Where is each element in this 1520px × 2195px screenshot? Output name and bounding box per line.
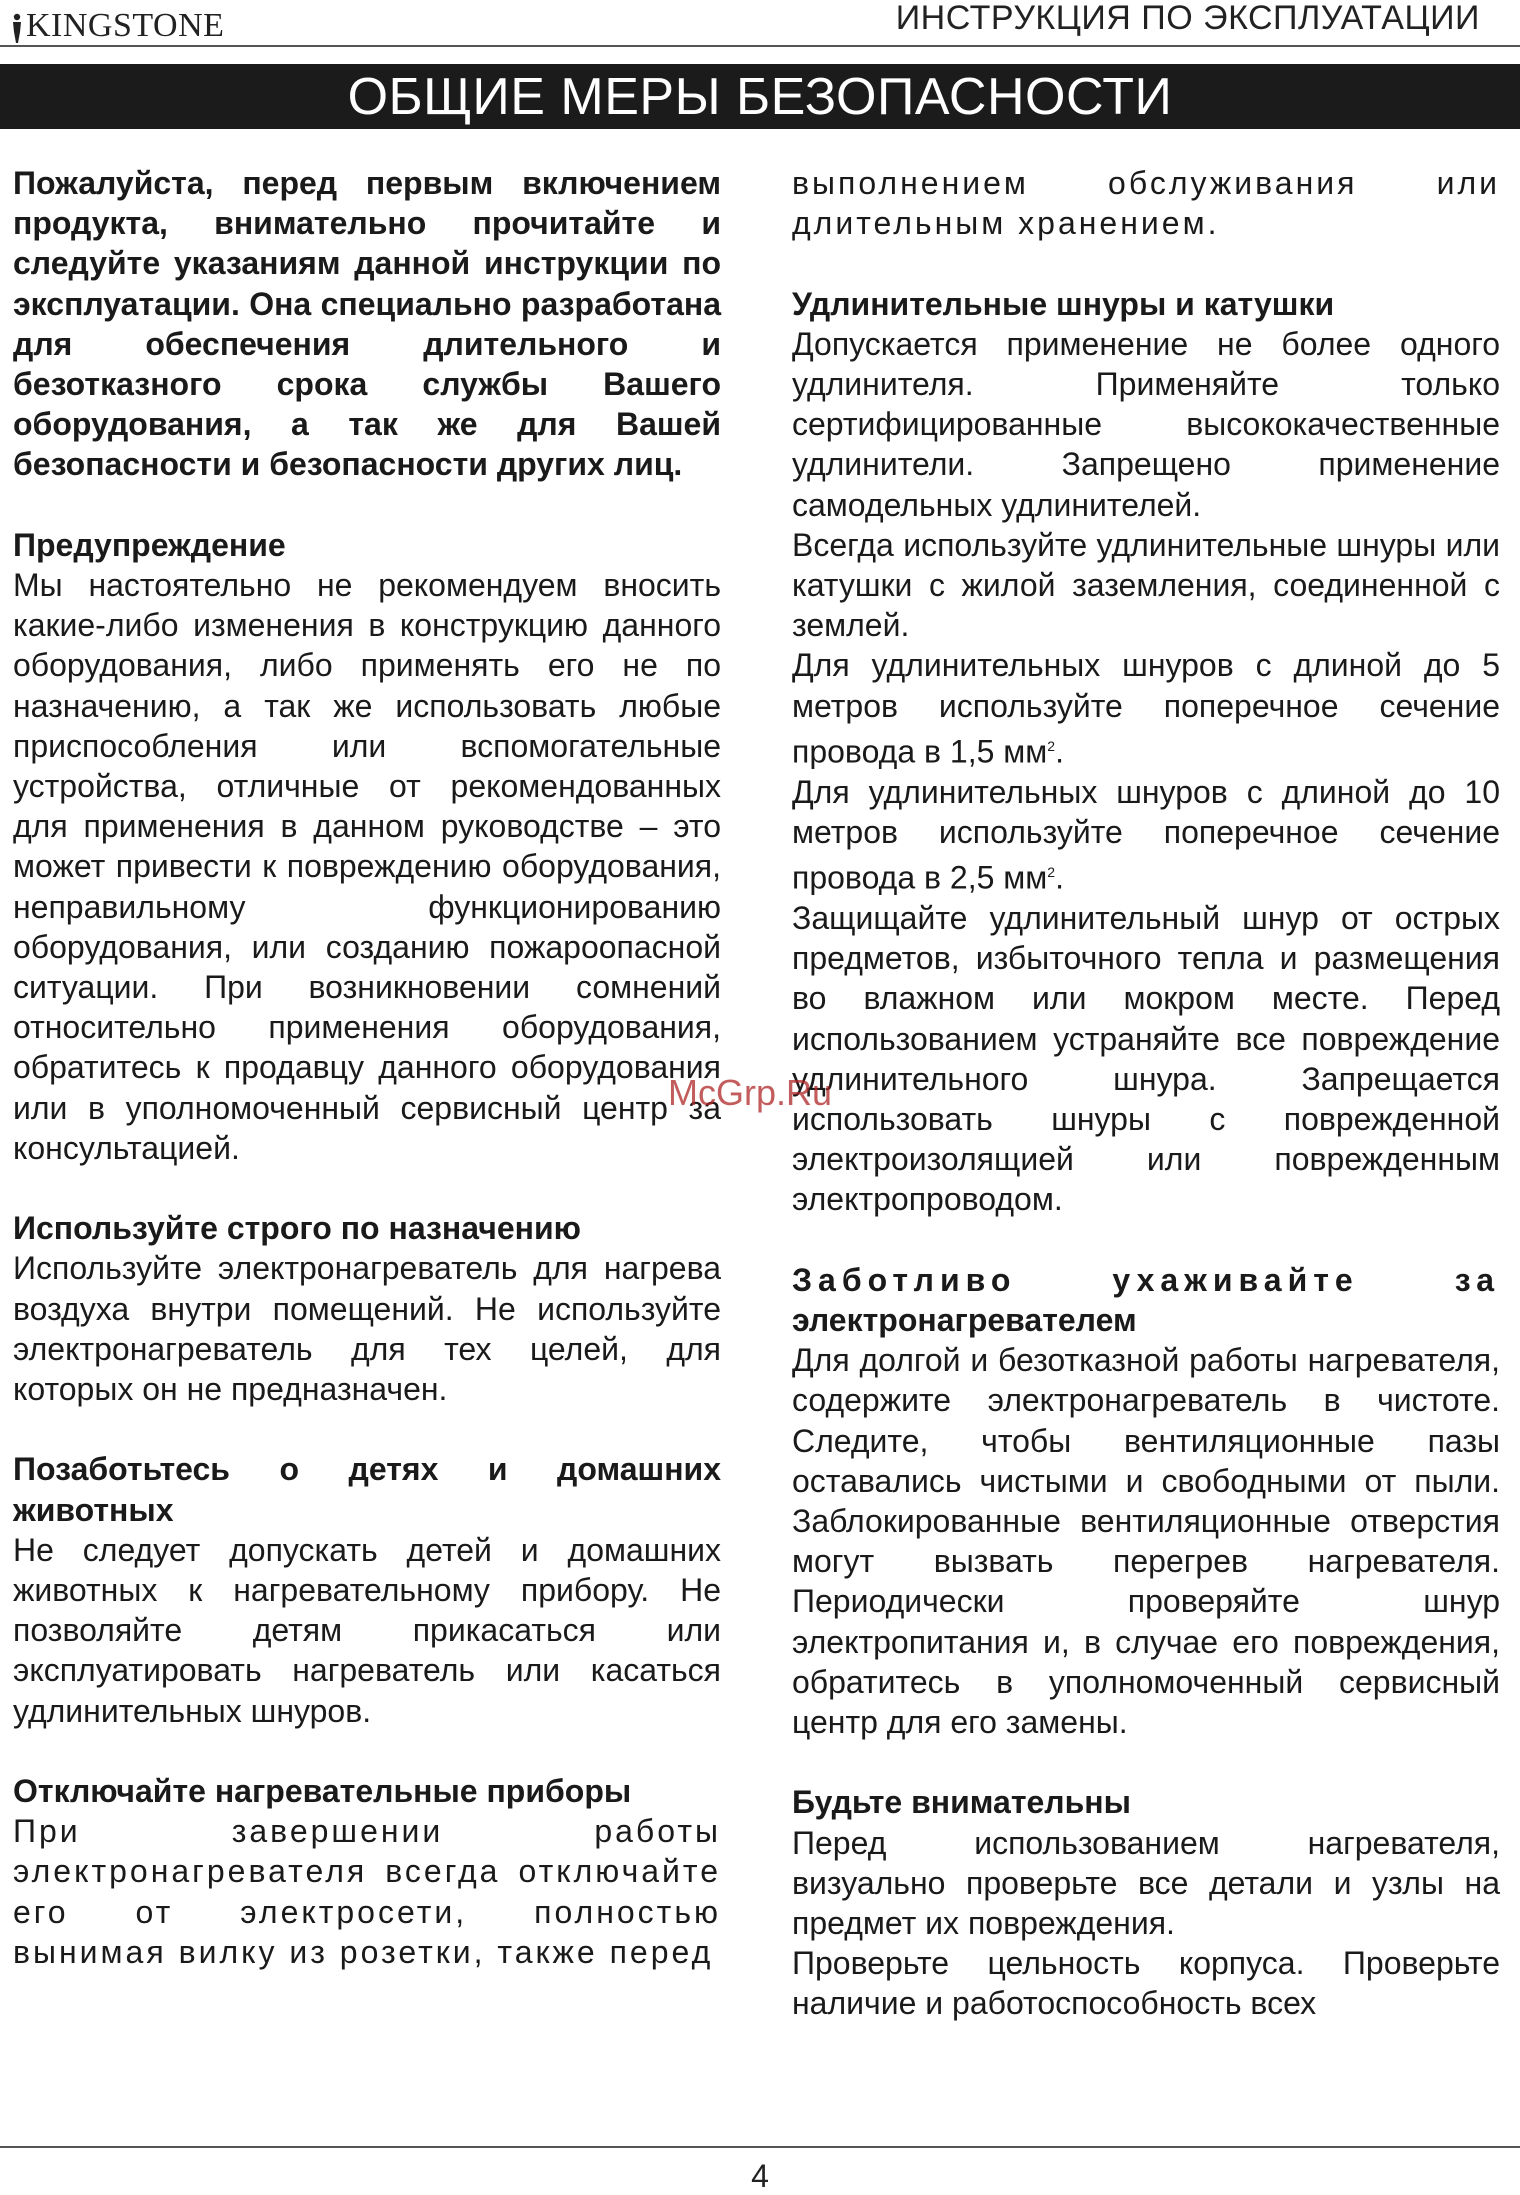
attention-p1: Перед использованием нагревателя, визуально проверьте все детали и узлы на предмет их повреждения. (792, 1824, 1500, 1941)
attention-p2: Проверьте цельность корпуса. Проверьте наличие и работоспособность всех (792, 1945, 1500, 2022)
intended-use-text: Используйте электронагреватель для нагрева воздуха внутри помещений. Не используйте электронагреватель для тех целей, для которых он не предназначен. (13, 1250, 721, 1408)
extension-cords-p2: Всегда используйте удлинительные шнуры или катушки с жилой заземления, соединенной с землей. (792, 526, 1500, 644)
care-text: Для долгой и безотказной работы нагревателя, содержите электронагреватель в чистоте. Следите, чтобы вентиляционные пазы оставались чистыми и свободными от пыли. Заблокированные вентиляционные отверстия могут вызвать перегрев нагревателя. Периодически проверяйте шнур электропитания и, в случае его повреждения, обратитесь в уполномоченный сервисный центр для его замены. (792, 1342, 1500, 1740)
footer-divider (0, 2146, 1520, 2148)
right-column (792, 163, 1500, 2024)
extension-cords-heading: Удлинительные шнуры и катушки (792, 285, 1335, 322)
care-heading-line2: электронагревателем (792, 1301, 1137, 1338)
warning-heading: Предупреждение (13, 526, 286, 563)
banner-title: ОБЩИЕ МЕРЫ БЕЗОПАСНОСТИ (347, 67, 1173, 126)
document-title: ИНСТРУКЦИЯ ПО ЭКСПЛУАТАЦИИ (895, 0, 1480, 37)
header-divider (0, 45, 1520, 47)
extension-cords-p3: Для удлинительных шнуров с длиной до 5 метров используйте поперечное сечение провода в 1,5 $мм^2$. (792, 647, 1500, 770)
watermark: McGrp.Ru (668, 1072, 833, 1113)
intro-paragraph: Пожалуйста, перед первым включением продукта, внимательно прочитайте и следуйте указаниям данной инструкции по эксплуатации. Она специально разработана для обеспечения длительного и безотказного срока службы Вашего оборудования, а так же для Вашей безопасности и безопасности других лиц. (13, 165, 721, 483)
warning-text: Мы настоятельно не рекомендуем вносить какие-либо изменения в конструкцию данного оборудования, либо применять его не по назначению, а так же использовать любые приспособления или вспомогательные устройства, отличные от рекомендованных для применения в данном руководстве – это может привести к повреждению оборудования, неправильному функционированию оборудования, или созданию пожароопасной ситуации. При возникновении сомнений относительно применения оборудования, обратитесь к продавцу данного оборудования или в уполномоченный сервисный центр за консультацией. (13, 567, 721, 1166)
children-pets-text: Не следует допускать детей и домашних животных к нагревательному прибору. Не позволяйте детям прикасаться или эксплуатировать нагреватель или касаться удлинительных шнуров. (13, 1531, 721, 1729)
page-number: 4 (751, 2158, 769, 2194)
brand-name: KINGSTONE (26, 7, 225, 44)
left-column (13, 163, 721, 1972)
children-pets-heading: Позаботьтесь о детях и домашних животных (13, 1451, 721, 1528)
care-heading-line1: Заботливо ухаживайте за (792, 1261, 1500, 1298)
brand-logo (10, 4, 224, 44)
extension-cords-p1: Допускается применение не более одного удлинителя. Применяйте только сертифицированные высококачественные удлинители. Запрещено применение самодельных удлинителей. (792, 325, 1500, 523)
disconnect-text: При завершении работы электронагревателя всегда отключайте его от электросети, полностью вынимая вилку из розетки, также перед (13, 1813, 721, 1970)
extension-cords-p5: Защищайте удлинительный шнур от острых предметов, избыточного тепла и размещения во влажном или мокром месте. Перед использованием устраняйте все повреждение удлинительного шнура. Запрещается использовать шнуры с поврежденной электроизолящией или поврежденным электропроводом. (792, 899, 1500, 1218)
intended-use-heading: Используйте строго по назначению (13, 1210, 581, 1247)
continued-text: выполнением обслуживания или длительным хранением. (792, 165, 1500, 242)
attention-heading: Будьте внимательны (792, 1784, 1131, 1821)
disconnect-heading: Отключайте нагревательные приборы (13, 1773, 632, 1810)
figure-logo-icon (10, 12, 24, 44)
section-banner (0, 64, 1520, 129)
extension-cords-p4: Для удлинительных шнуров с длиной до 10 метров используйте поперечное сечение провода в 2,5 $мм^2$. (792, 773, 1500, 896)
